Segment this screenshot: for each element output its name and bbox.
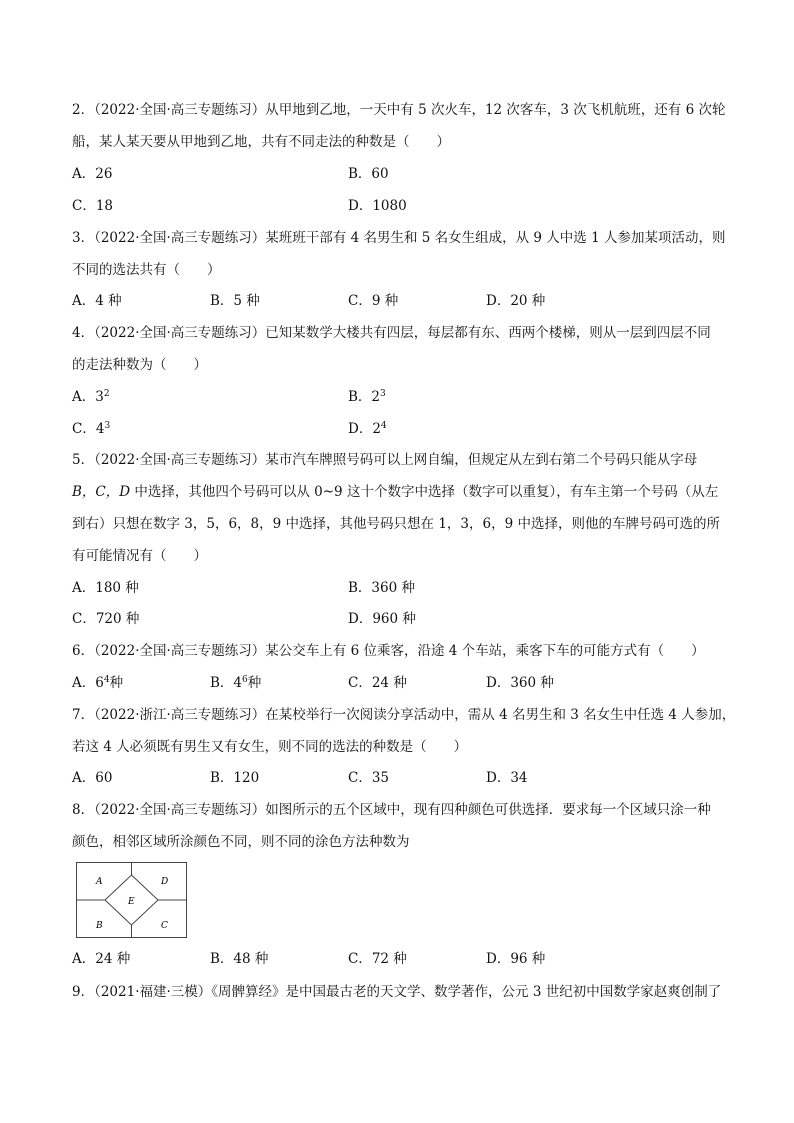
q5-line-1: 5．（2022·全国·高三专题练习）某市汽车牌照号码可以上网自编，但规定从左到右第二个号码只能从字母 xyxy=(72,452,698,468)
q2-option-a: A．26 xyxy=(72,166,113,182)
q6-option-a: A．$6^4$种 xyxy=(72,675,124,691)
q4-line-2: 的走法种数为（ ） xyxy=(72,357,207,373)
q5-option-a: A．180 种 xyxy=(72,580,139,596)
q4-option-c: C．$4^3$ xyxy=(72,421,111,437)
q7-option-c: C．35 xyxy=(348,770,390,786)
q8-option-a: A．24 种 xyxy=(72,951,131,967)
diagram-label-c: C xyxy=(161,921,168,931)
q2-line-2: 船，某人某天要从甲地到乙地，共有不同走法的种数是（ ） xyxy=(72,134,450,150)
diagram-label-e: E xyxy=(128,897,135,907)
q6-line-1: 6．（2022·全国·高三专题练习）某公交车上有 6 位乘客，沿途 4 个车站，乘客下车的可能方式有（ ） xyxy=(72,643,705,659)
q6-option-d: D．360 种 xyxy=(486,675,554,691)
q3-option-a: A．4 种 xyxy=(72,293,122,309)
q8-line-2: 颜色，相邻区域所涂颜色不同，则不同的涂色方法种数为 xyxy=(72,834,410,850)
q5-line-4: 有可能情况有（ ） xyxy=(72,548,207,564)
q6-option-b: B．$4^6$种 xyxy=(210,675,262,691)
q4-option-b: B．$2^3$ xyxy=(348,389,386,405)
q3-line-2: 不同的选法共有（ ） xyxy=(72,262,221,278)
q9-line-1: 9．（2021·福建·三模）《周髀算经》是中国最古老的天文学、数学著作，公元 3 世纪初中国数学家赵爽创制了 xyxy=(72,984,722,1000)
q7-option-a: A．60 xyxy=(72,770,113,786)
q5-option-c: C．720 种 xyxy=(72,611,140,627)
diagram-label-a: A xyxy=(96,877,103,887)
q6-option-c: C．24 种 xyxy=(348,675,407,691)
q7-option-d: D．34 xyxy=(486,770,528,786)
q3-option-c: C．9 种 xyxy=(348,293,399,309)
q5-line-2: B，C，D 中选择，其他四个号码可以从 0~9 这十个数字中选择（数字可以重复），有车主第一个号码（从左 xyxy=(72,484,719,500)
q3-option-b: B．5 种 xyxy=(210,293,260,309)
q8-option-b: B．48 种 xyxy=(210,951,269,967)
coloring-regions-diagram xyxy=(76,862,187,938)
q7-option-b: B．120 xyxy=(210,770,260,786)
q7-line-2: 若这 4 人必须既有男生又有女生，则不同的选法的种数是（ ） xyxy=(72,739,468,755)
q4-line-1: 4．（2022·全国·高三专题练习）已知某数学大楼共有四层，每层都有东、西两个楼梯，则从一层到四层不同 xyxy=(72,325,711,341)
q3-option-d: D．20 种 xyxy=(486,293,546,309)
q8-option-d: D．96 种 xyxy=(486,951,546,967)
q4-option-a: A．$3^2$ xyxy=(72,389,110,405)
q7-line-1: 7．（2022·浙江·高三专题练习）在某校举行一次阅读分享活动中，需从 4 名男生和 3 名女生中任选 4 人参加， xyxy=(72,707,736,723)
q3-line-1: 3．（2022·全国·高三专题练习）某班班干部有 4 名男生和 5 名女生组成，从 9 人中选 1 人参加某项活动，则 xyxy=(72,230,726,246)
q4-option-d: D．$2^4$ xyxy=(348,421,387,437)
q2-line-1: 2．（2022·全国·高三专题练习）从甲地到乙地，一天中有 5 次火车，12 次客车，3 次飞机航班，还有 6 次轮 xyxy=(72,102,726,118)
diagram-label-b: B xyxy=(96,921,103,931)
q5-option-d: D．960 种 xyxy=(348,611,416,627)
q2-option-c: C．18 xyxy=(72,198,114,214)
q5-line-3: 到右）只想在数字 3，5，6，8，9 中选择，其他号码只想在 1，3，6，9 中选择，则他的车牌号码可选的所 xyxy=(72,516,720,532)
q2-option-d: D．1080 xyxy=(348,198,407,214)
q8-line-1: 8．（2022·全国·高三专题练习）如图所示的五个区域中，现有四种颜色可供选择．要求每一个区域只涂一种 xyxy=(72,802,711,818)
diagram-label-d: D xyxy=(161,877,169,887)
q2-option-b: B．60 xyxy=(348,166,389,182)
q5-option-b: B．360 种 xyxy=(348,580,415,596)
q8-option-c: C．72 种 xyxy=(348,951,407,967)
